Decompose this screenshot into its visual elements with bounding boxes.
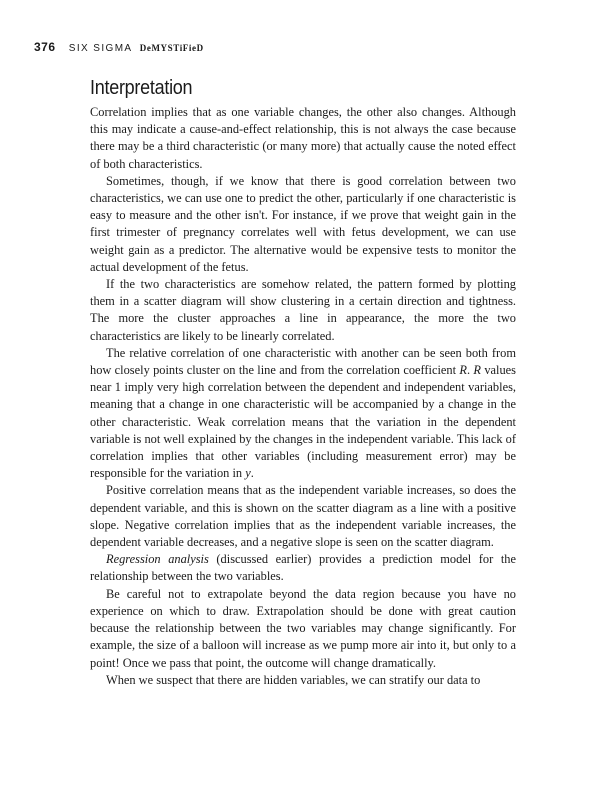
paragraph-6-text: (discussed earlier) provides a prediction model for the relationship between the two variables. [90, 552, 516, 584]
paragraph-4-text-b: values near 1 imply very high correlation between the dependent and independent variables, meaning that a change in one characteristic will be accompanied by a change in the other characteristic. Weak correlation means that the variation in the dependent variable is not well explained by the changes in the independent variable. This lack of correlation implies that other variables (including measurement error) may be responsible for the variation in [90, 363, 516, 481]
paragraph-7: Be careful not to extrapolate beyond the data region because you have no experience on which to draw. Extrapolation should be done with great caution because the relationship between the two variables may change significantly. For example, the size of a balloon will increase as we pump more air into it, but only to a point! Once we pass that point, the outcome will change dramatically. [90, 586, 516, 670]
paragraph-8: When we suspect that there are hidden variables, we can stratify our data to [106, 672, 481, 687]
variable-r: R [459, 363, 467, 378]
variable-r-second: R [473, 363, 481, 378]
paragraph-4-dot: . [466, 363, 474, 378]
page-body [90, 76, 516, 689]
paragraph-2: Sometimes, though, if we know that there is good correlation between two characteristics, we can use one to predict the other, particularly if one characteristic is easy to measure and the other isn't. For instance, if we prove that weight gain in the first trimester of pregnancy correlates well with fetus development, we can use weight gain as a predictor. The alternative would be expensive tests to monitor the actual development of the fetus. [90, 173, 516, 274]
paragraph-6 [90, 551, 516, 585]
regression-analysis-term: Regression analysis [106, 552, 209, 567]
variable-y: y [245, 466, 251, 481]
paragraph-4-text-a: The relative correlation of one characteristic with another can be seen both from how closely points cluster on the line and from the correlation coefficient [90, 345, 516, 378]
book-title-stylized: DeMYSTiFieD [139, 43, 204, 53]
paragraph-5: Positive correlation means that as the independent variable increases, so does the dependent variable, and this is shown on the scatter diagram as a line with a positive slope. Negative correlation implies that as the independent variable increases, the dependent variable decreases, and a negative slope is seen on the scatter diagram. [90, 483, 516, 550]
paragraph-1: Correlation implies that as one variable changes, the other also changes. Although this may indicate a cause-and-effect relationship, this is not always the case because there may be a third characteristic (or many more) that actually cause the noted effect of both characteristics. [90, 105, 516, 171]
book-title-plain: SIX SIGMA [68, 43, 133, 54]
running-head [34, 40, 204, 54]
paragraph-4 [90, 345, 516, 483]
paragraph-3: If the two characteristics are somehow related, the pattern formed by plotting them in a scatter diagram will show clustering in a certain direction and tightness. The more the cluster approaches a line in appearance, the more the two characteristics are likely to be linearly correlated. [90, 277, 516, 343]
page-number: 376 [34, 40, 56, 54]
paragraph-4-end: . [250, 466, 254, 481]
section-title: Interpretation [90, 77, 193, 99]
